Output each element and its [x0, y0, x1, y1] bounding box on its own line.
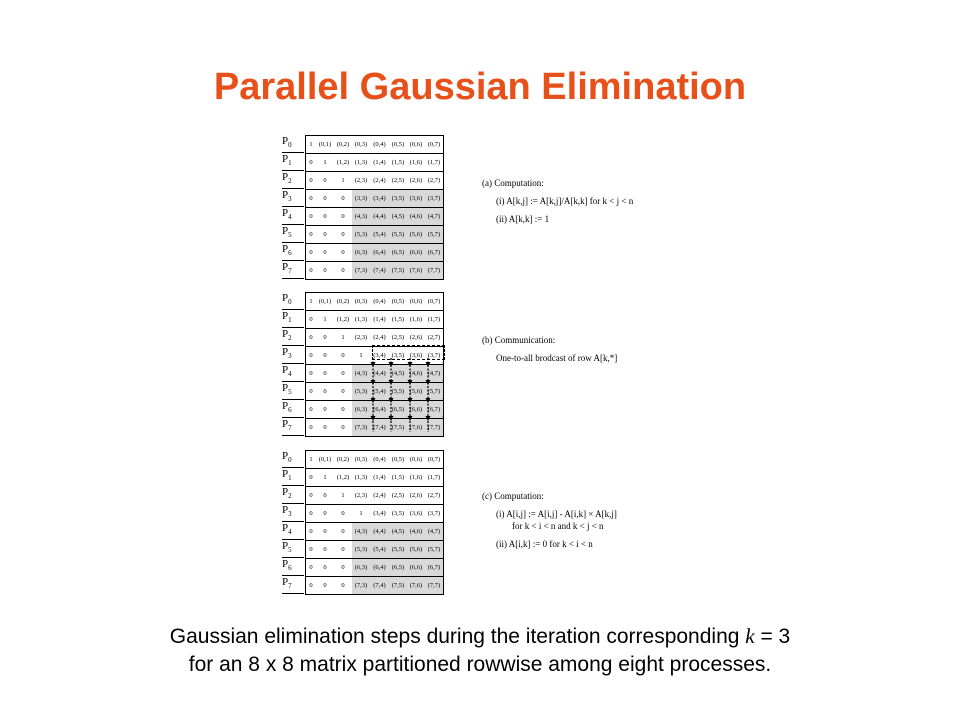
process-label: $P_3$	[282, 189, 304, 207]
matrix-cell: 0	[323, 582, 327, 589]
matrix-cell: (1,2)	[336, 474, 350, 481]
matrix-cell: (0,7)	[427, 141, 441, 148]
matrix-cell: (2,6)	[409, 492, 423, 499]
matrix-cell: (3,4)	[373, 510, 386, 517]
matrix-cell: (5,3)	[352, 383, 370, 400]
matrix-cell: 1	[323, 316, 327, 323]
matrix-cell: (6,3)	[352, 559, 370, 576]
matrix-cell: (6,4)	[370, 401, 389, 418]
matrix-cell: (1,2)	[336, 316, 350, 323]
matrix-cell: (5,4)	[370, 541, 389, 558]
panel-description-c	[482, 490, 617, 550]
matrix-cell: (0,6)	[409, 456, 423, 463]
process-label: $P_1$	[282, 153, 304, 171]
matrix-cell: (0,7)	[427, 298, 441, 305]
matrix-cell: (3,7)	[427, 510, 441, 517]
matrix-cell: 0	[341, 546, 345, 553]
matrix-row	[306, 487, 443, 505]
broadcast-arrowhead	[371, 380, 376, 385]
process-label: $P_2$	[282, 171, 304, 189]
broadcast-arrowhead	[389, 398, 394, 403]
matrix-cell: (2,5)	[391, 492, 405, 499]
process-label: $P_2$	[282, 486, 304, 504]
broadcast-arrowhead	[426, 398, 431, 403]
matrix-cell: 0	[341, 231, 345, 238]
matrix-cell: (7,4)	[370, 419, 389, 436]
matrix-cell: 0	[323, 249, 327, 256]
matrix-cell: (4,4)	[370, 523, 389, 540]
matrix-row	[306, 172, 443, 190]
matrix-cell: (0,1)	[318, 298, 332, 305]
matrix-panel-b	[280, 292, 444, 437]
matrix-cell: (3,4)	[370, 190, 389, 207]
matrix-row	[306, 523, 443, 541]
matrix-cell: (2,7)	[427, 492, 441, 499]
matrix-cell: (0,2)	[336, 298, 350, 305]
matrix-panel-c	[280, 450, 444, 595]
matrix-cell: (5,6)	[407, 226, 425, 243]
matrix-cell: (2,5)	[391, 177, 405, 184]
matrix-cell: 0	[323, 564, 327, 571]
process-label: $P_4$	[282, 522, 304, 540]
broadcast-arrowhead	[371, 398, 376, 403]
matrix-cell: (2,4)	[373, 177, 386, 184]
matrix-cell: (2,7)	[427, 334, 441, 341]
matrix-cell: 0	[341, 510, 345, 517]
matrix-cell: (1,4)	[373, 474, 386, 481]
matrix-grid	[305, 135, 444, 280]
matrix-cell: (4,3)	[352, 523, 370, 540]
matrix-cell: 0	[309, 388, 313, 395]
matrix-cell: 0	[309, 334, 313, 341]
matrix-cell: (5,3)	[352, 541, 370, 558]
process-label: $P_5$	[282, 540, 304, 558]
figure-caption	[0, 622, 960, 679]
matrix-cell: (4,3)	[352, 208, 370, 225]
matrix-cell: (3,7)	[425, 190, 443, 207]
matrix-cell: (6,7)	[425, 559, 443, 576]
broadcast-arrowhead	[389, 362, 394, 367]
matrix-cell: (7,3)	[352, 419, 370, 436]
matrix-cell: 0	[323, 492, 327, 499]
matrix-cell: (7,7)	[425, 419, 443, 436]
matrix-row	[306, 577, 443, 595]
panel-description-a	[482, 177, 633, 225]
broadcast-arrowhead	[408, 362, 413, 367]
process-label: $P_0$	[282, 292, 304, 310]
matrix-cell: (4,4)	[370, 365, 389, 382]
matrix-cell: (1,7)	[427, 316, 441, 323]
process-label: $P_7$	[282, 261, 304, 279]
matrix-row	[306, 208, 443, 226]
panel-heading: (a) Computation:	[482, 178, 544, 188]
matrix-cell: (1,4)	[373, 159, 386, 166]
matrix-cell: 0	[309, 267, 313, 274]
matrix-cell: (0,5)	[391, 141, 405, 148]
matrix-cell: (4,6)	[407, 208, 425, 225]
matrix-cell: 0	[309, 564, 313, 571]
broadcast-arrowhead	[389, 416, 394, 421]
matrix-cell: (4,7)	[425, 208, 443, 225]
matrix-cell: (3,6)	[409, 510, 423, 517]
matrix-cell: (6,3)	[352, 244, 370, 261]
matrix-cell: (3,5)	[391, 352, 405, 359]
panel-line: (i) A[k,j] := A[k,j]/A[k,k] for k < j < n	[496, 196, 634, 206]
matrix-cell: (6,4)	[370, 244, 389, 261]
process-label: $P_6$	[282, 243, 304, 261]
matrix-cell: 0	[309, 492, 313, 499]
matrix-cell: (7,3)	[352, 577, 370, 594]
matrix-cell: (2,6)	[409, 334, 423, 341]
process-label: $P_7$	[282, 576, 304, 594]
matrix-cell: (2,7)	[427, 177, 441, 184]
caption-line-1: Gaussian elimination steps during the iteration corresponding k = 3	[169, 624, 791, 648]
broadcast-arrowhead	[443, 380, 445, 385]
matrix-cell: 0	[323, 424, 327, 431]
matrix-cell: (4,5)	[389, 523, 407, 540]
matrix-cell: (0,4)	[373, 298, 386, 305]
matrix-cell: (2,3)	[354, 334, 368, 341]
matrix-cell: 0	[341, 195, 345, 202]
matrix-cell: (4,5)	[389, 365, 407, 382]
matrix-row	[306, 244, 443, 262]
matrix-cell: (1,6)	[409, 316, 423, 323]
matrix-cell: 0	[341, 388, 345, 395]
matrix-cell: (0,3)	[354, 298, 368, 305]
matrix-cell: (0,5)	[391, 298, 405, 305]
matrix-row	[306, 190, 443, 208]
matrix-cell: 1	[359, 352, 363, 359]
matrix-cell: (4,5)	[389, 208, 407, 225]
broadcast-arrowhead	[371, 362, 376, 367]
matrix-cell: 0	[323, 231, 327, 238]
process-label: $P_4$	[282, 207, 304, 225]
panel-line: One-to-all brodcast of row A[k,*]	[496, 353, 618, 363]
matrix-cell: (3,5)	[389, 190, 407, 207]
matrix-cell: (6,3)	[352, 401, 370, 418]
matrix-panel-a	[280, 135, 444, 280]
matrix-cell: (7,4)	[370, 577, 389, 594]
matrix-cell: (6,5)	[389, 559, 407, 576]
slide-title: Parallel Gaussian Elimination	[213, 66, 747, 108]
matrix-cell: (0,4)	[373, 141, 386, 148]
matrix-cell: 0	[309, 424, 313, 431]
broadcast-arrowhead	[389, 380, 394, 385]
matrix-cell: (5,6)	[407, 541, 425, 558]
broadcast-arrowhead	[408, 380, 413, 385]
matrix-row	[306, 451, 443, 469]
matrix-cell: 0	[341, 352, 345, 359]
matrix-cell: (0,6)	[409, 298, 423, 305]
matrix-cell: 0	[323, 528, 327, 535]
matrix-cell: (4,7)	[425, 523, 443, 540]
matrix-cell: (0,2)	[336, 456, 350, 463]
matrix-cell: (2,5)	[391, 334, 405, 341]
matrix-cell: (1,3)	[354, 474, 368, 481]
matrix-cell: (7,6)	[407, 577, 425, 594]
panel-heading: (b) Communication:	[482, 335, 556, 345]
matrix-cell: 0	[341, 528, 345, 535]
matrix-cell: 1	[309, 298, 313, 305]
matrix-cell: (5,3)	[352, 226, 370, 243]
matrix-cell: (1,2)	[336, 159, 350, 166]
matrix-cell: (7,5)	[389, 419, 407, 436]
broadcast-arrowhead	[426, 416, 431, 421]
matrix-cell: 0	[323, 546, 327, 553]
matrix-row	[306, 136, 443, 154]
matrix-cell: (2,6)	[409, 177, 423, 184]
matrix-cell: (6,5)	[389, 401, 407, 418]
process-label: $P_3$	[282, 504, 304, 522]
process-label: $P_2$	[282, 328, 304, 346]
broadcast-arrowhead	[443, 362, 445, 367]
process-label: $P_5$	[282, 225, 304, 243]
matrix-cell: 0	[309, 159, 313, 166]
matrix-cell: (2,3)	[354, 492, 368, 499]
matrix-row	[306, 505, 443, 523]
broadcast-arrowhead	[443, 398, 445, 403]
matrix-cell: (0,6)	[409, 141, 423, 148]
matrix-cell: 0	[309, 546, 313, 553]
matrix-cell: 0	[323, 388, 327, 395]
panel-line: (i) A[i,j] := A[i,j] - A[i,k] × A[k,j]	[496, 509, 617, 519]
matrix-cell: (2,3)	[354, 177, 368, 184]
panel-line: (ii) A[i,k] := 0 for k < i < n	[496, 539, 593, 549]
matrix-cell: (1,3)	[354, 159, 368, 166]
panel-description-b	[482, 334, 617, 364]
broadcast-arrowhead	[443, 416, 445, 421]
matrix-cell: 0	[309, 195, 313, 202]
matrix-cell: (3,6)	[409, 352, 423, 359]
matrix-cell: (4,6)	[407, 523, 425, 540]
matrix-cell: (1,5)	[391, 316, 405, 323]
matrix-cell: 1	[323, 474, 327, 481]
broadcast-arrowhead	[426, 362, 431, 367]
matrix-cell: 0	[309, 474, 313, 481]
matrix-cell: 1	[309, 456, 313, 463]
broadcast-arrows	[280, 292, 444, 437]
matrix-cell: 1	[341, 492, 345, 499]
matrix-cell: (6,5)	[389, 244, 407, 261]
matrix-cell: 0	[323, 177, 327, 184]
matrix-cell: (2,4)	[373, 334, 386, 341]
matrix-cell: (7,5)	[389, 577, 407, 594]
matrix-cell: (7,6)	[407, 262, 425, 279]
matrix-cell: 0	[323, 406, 327, 413]
matrix-cell: (7,3)	[352, 262, 370, 279]
matrix-cell: (6,6)	[407, 401, 425, 418]
matrix-cell: 0	[341, 424, 345, 431]
matrix-cell: (5,5)	[389, 541, 407, 558]
matrix-cell: 1	[309, 141, 313, 148]
process-label: $P_6$	[282, 400, 304, 418]
matrix-cell: 0	[323, 195, 327, 202]
matrix-cell: 0	[341, 370, 345, 377]
caption-line-2: for an 8 x 8 matrix partitioned rowwise among eight processes.	[188, 653, 772, 676]
broadcast-arrowhead	[408, 398, 413, 403]
matrix-cell: 0	[341, 406, 345, 413]
matrix-cell: 1	[341, 334, 345, 341]
matrix-cell: 1	[323, 159, 327, 166]
matrix-cell: (0,1)	[318, 141, 332, 148]
matrix-cell: (1,7)	[427, 159, 441, 166]
matrix-cell: (6,7)	[425, 244, 443, 261]
matrix-cell: 0	[309, 249, 313, 256]
matrix-cell: (3,7)	[427, 352, 441, 359]
matrix-cell: 0	[341, 267, 345, 274]
matrix-cell: (3,3)	[352, 190, 370, 207]
matrix-cell: (2,4)	[373, 492, 386, 499]
process-label: $P_0$	[282, 135, 304, 153]
matrix-cell: (7,6)	[407, 419, 425, 436]
matrix-cell: (7,7)	[425, 577, 443, 594]
matrix-cell: (1,5)	[391, 474, 405, 481]
matrix-cell: 0	[309, 528, 313, 535]
process-label: $P_0$	[282, 450, 304, 468]
matrix-cell: (6,6)	[407, 559, 425, 576]
matrix-cell: (4,4)	[370, 208, 389, 225]
matrix-cell: (7,7)	[425, 262, 443, 279]
matrix-cell: (4,3)	[352, 365, 370, 382]
matrix-cell: (3,4)	[373, 352, 386, 359]
matrix-cell: (5,4)	[370, 383, 389, 400]
matrix-cell: (0,1)	[318, 456, 332, 463]
matrix-row	[306, 559, 443, 577]
matrix-cell: (6,4)	[370, 559, 389, 576]
process-labels	[280, 450, 304, 595]
process-labels	[280, 135, 304, 280]
matrix-cell: 0	[341, 213, 345, 220]
matrix-cell: (5,7)	[425, 383, 443, 400]
matrix-cell: (1,7)	[427, 474, 441, 481]
matrix-cell: 0	[309, 406, 313, 413]
matrix-cell: (0,4)	[373, 456, 386, 463]
matrix-cell: 0	[323, 213, 327, 220]
matrix-cell: 0	[309, 231, 313, 238]
matrix-cell: (1,5)	[391, 159, 405, 166]
matrix-cell: 1	[341, 177, 345, 184]
matrix-cell: (4,7)	[425, 365, 443, 382]
matrix-cell: (1,6)	[409, 159, 423, 166]
matrix-cell: 0	[323, 510, 327, 517]
matrix-cell: (0,7)	[427, 456, 441, 463]
matrix-cell: 0	[309, 177, 313, 184]
process-label: $P_4$	[282, 364, 304, 382]
matrix-row	[306, 541, 443, 559]
matrix-grid	[305, 450, 444, 595]
matrix-cell: (5,4)	[370, 226, 389, 243]
panel-heading: (c) Computation:	[482, 491, 544, 501]
broadcast-arrowhead	[426, 380, 431, 385]
matrix-cell: (5,6)	[407, 383, 425, 400]
matrix-cell: 0	[341, 582, 345, 589]
matrix-cell: 0	[323, 370, 327, 377]
matrix-cell: (0,3)	[354, 141, 368, 148]
matrix-cell: 0	[309, 370, 313, 377]
broadcast-arrowhead	[408, 416, 413, 421]
matrix-cell: (0,2)	[336, 141, 350, 148]
matrix-row	[306, 226, 443, 244]
broadcast-arrowhead	[371, 416, 376, 421]
matrix-cell: (5,7)	[425, 541, 443, 558]
matrix-cell: 0	[309, 352, 313, 359]
matrix-cell: 0	[309, 316, 313, 323]
matrix-cell: (6,7)	[425, 401, 443, 418]
process-label: $P_7$	[282, 418, 304, 436]
matrix-cell: (3,5)	[391, 510, 405, 517]
process-label: $P_3$	[282, 346, 304, 364]
matrix-cell: 0	[323, 334, 327, 341]
process-label: $P_1$	[282, 468, 304, 486]
matrix-cell: (6,6)	[407, 244, 425, 261]
matrix-cell: (0,5)	[391, 456, 405, 463]
matrix-cell: 0	[341, 249, 345, 256]
process-label: $P_5$	[282, 382, 304, 400]
matrix-cell: (7,4)	[370, 262, 389, 279]
matrix-cell: (5,5)	[389, 383, 407, 400]
matrix-cell: (5,7)	[425, 226, 443, 243]
matrix-cell: (4,6)	[407, 365, 425, 382]
matrix-cell: (1,3)	[354, 316, 368, 323]
matrix-row	[306, 469, 443, 487]
matrix-cell: 0	[323, 267, 327, 274]
matrix-cell: (5,5)	[389, 226, 407, 243]
matrix-cell: 0	[309, 510, 313, 517]
matrix-cell: (1,4)	[373, 316, 386, 323]
panel-line: (ii) A[k,k] := 1	[496, 214, 550, 224]
matrix-cell: 0	[309, 213, 313, 220]
process-label: $P_1$	[282, 310, 304, 328]
matrix-cell: (7,5)	[389, 262, 407, 279]
matrix-cell: (1,6)	[409, 474, 423, 481]
matrix-row	[306, 262, 443, 280]
matrix-row	[306, 154, 443, 172]
matrix-cell: 1	[359, 510, 363, 517]
matrix-cell: (3,6)	[407, 190, 425, 207]
process-label: $P_6$	[282, 558, 304, 576]
matrix-cell: 0	[323, 352, 327, 359]
panel-line: for k < i < n and k < j < n	[512, 521, 604, 531]
matrix-cell: 0	[309, 582, 313, 589]
matrix-cell: (0,3)	[354, 456, 368, 463]
matrix-cell: 0	[341, 564, 345, 571]
